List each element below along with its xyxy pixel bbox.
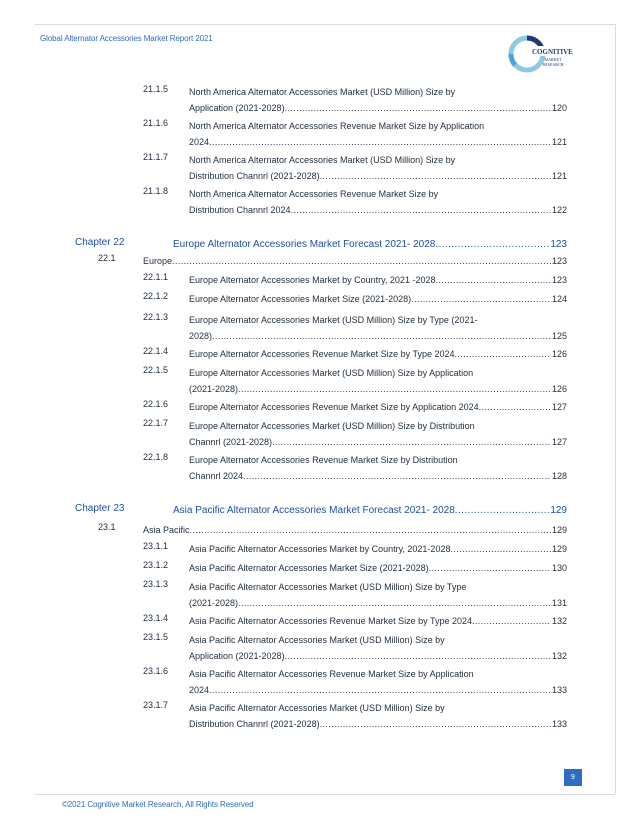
toc-entry-number: 22.1 xyxy=(98,253,116,263)
toc-entry[interactable] xyxy=(143,365,567,397)
toc-entry[interactable] xyxy=(143,452,567,484)
toc-dot-leader xyxy=(272,434,551,450)
toc-page-number: 121 xyxy=(551,171,567,181)
toc-section-entry[interactable] xyxy=(98,522,567,538)
report-title: Global Alternator Accessories Market Report 2021 xyxy=(40,34,213,43)
toc-entry-title: Asia Pacific Alternator Accessories Market Forecast 2021- 2028 xyxy=(173,505,455,516)
toc-entry-title: Europe xyxy=(143,256,173,266)
toc-entry-title: Europe Alternator Accessories Market Size (2021-2028) xyxy=(189,294,412,304)
toc-entry[interactable] xyxy=(143,579,567,611)
toc-entry-number: 22.1.7 xyxy=(143,418,169,428)
toc-entry-number: 23.1.5 xyxy=(143,632,169,642)
toc-dot-leader xyxy=(172,253,551,269)
toc-page-number: 129 xyxy=(550,505,567,516)
toc-entry-title: Application (2021-2028) xyxy=(189,651,285,661)
toc-entry[interactable] xyxy=(143,186,567,218)
toc-entry-title: North America Alternator Accessories Market (USD Million) Size by xyxy=(189,155,456,165)
toc-entry-number: 22.1.6 xyxy=(143,399,169,409)
toc-page-number: 125 xyxy=(551,331,567,341)
toc-entry-number: 22.1.4 xyxy=(143,346,169,356)
toc-entry-number: 22.1.8 xyxy=(143,452,169,462)
toc-entry-title: 2028) xyxy=(189,331,213,341)
toc-dot-leader xyxy=(320,168,551,184)
toc-entry-title: Europe Alternator Accessories Market Forecast 2021- 2028 xyxy=(173,239,436,250)
toc-dot-leader xyxy=(291,202,551,218)
toc-dot-leader xyxy=(209,682,551,698)
toc-entry-title: Channrl 2024 xyxy=(189,471,244,481)
toc-dot-leader xyxy=(320,716,551,732)
toc-entry[interactable] xyxy=(143,560,567,576)
toc-entry[interactable] xyxy=(143,418,567,450)
toc-dot-leader xyxy=(455,503,550,519)
toc-entry-title: Channrl (2021-2028) xyxy=(189,437,273,447)
toc-entry-title: Europe Alternator Accessories Revenue Market Size by Application 2024 xyxy=(189,402,479,412)
toc-entry-title: Asia Pacific Alternator Accessories Market (USD Million) Size by xyxy=(189,703,445,713)
toc-entry-number: 23.1.4 xyxy=(143,613,169,623)
toc-entry-title: (2021-2028) xyxy=(189,598,239,608)
toc-page-number: 132 xyxy=(551,616,567,626)
toc-entry[interactable] xyxy=(143,632,567,664)
toc-entry-title: Europe Alternator Accessories Revenue Market Size by Distribution xyxy=(189,455,458,465)
toc-dot-leader xyxy=(411,291,551,307)
toc-entry-title: Asia Pacific Alternator Accessories Market Size (2021-2028) xyxy=(189,563,429,573)
toc-page-number: 129 xyxy=(551,544,567,554)
toc-entry-number: 21.1.7 xyxy=(143,152,169,162)
copyright-footer: ©2021 Cognitive Market Research, All Rights Reserved xyxy=(62,800,254,809)
toc-dot-leader xyxy=(238,381,551,397)
toc-entry-title: Europe Alternator Accessories Market (USD Million) Size by Distribution xyxy=(189,421,475,431)
toc-page-number: 123 xyxy=(551,275,567,285)
toc-page-number: 123 xyxy=(550,239,567,250)
toc-entry[interactable] xyxy=(143,541,567,557)
toc-entry[interactable] xyxy=(143,700,567,732)
toc-entry-title: Application (2021-2028) xyxy=(189,103,285,113)
toc-page-number: 124 xyxy=(551,294,567,304)
toc-entry-number: 21.1.5 xyxy=(143,84,169,94)
toc-entry-title: 2024 xyxy=(189,685,210,695)
toc-dot-leader xyxy=(212,328,551,344)
toc-entry-title: Europe Alternator Accessories Market by Country, 2021 -2028 xyxy=(189,275,436,285)
toc-page-number: 126 xyxy=(551,384,567,394)
toc-page-number: 131 xyxy=(551,598,567,608)
page-frame-top xyxy=(35,24,615,25)
toc-entry-number: 23.1.7 xyxy=(143,700,169,710)
toc-entry-title: Europe Alternator Accessories Revenue Market Size by Type 2024 xyxy=(189,349,455,359)
toc-dot-leader xyxy=(435,272,551,288)
toc-entry-title: North America Alternator Accessories Revenue Market Size by xyxy=(189,189,439,199)
toc-page-number: 132 xyxy=(551,651,567,661)
toc-entry[interactable] xyxy=(143,613,567,629)
toc-dot-leader xyxy=(238,595,551,611)
page-frame-bottom xyxy=(35,794,615,795)
logo-subtitle: MARKET RESEARCH xyxy=(542,57,564,67)
toc-entry-number: 23.1.2 xyxy=(143,560,169,570)
toc-entry-number: Chapter 22 xyxy=(75,237,125,248)
toc-dot-leader xyxy=(454,346,550,362)
toc-entry-number: 22.1.2 xyxy=(143,291,169,301)
toc-entry-title: Europe Alternator Accessories Market (USD Million) Size by Type (2021- xyxy=(189,315,478,325)
toc-dot-leader xyxy=(285,648,551,664)
toc-page-number: 133 xyxy=(551,685,567,695)
toc-entry-number: 23.1.1 xyxy=(143,541,169,551)
toc-page-number: 130 xyxy=(551,563,567,573)
toc-dot-leader xyxy=(450,541,551,557)
toc-page-number: 122 xyxy=(551,205,567,215)
toc-entry-title: North America Alternator Accessories Market (USD Million) Size by xyxy=(189,87,456,97)
toc-entry-number: 21.1.8 xyxy=(143,186,169,196)
toc-entry-title: Asia Pacific xyxy=(143,525,190,535)
toc-dot-leader xyxy=(243,468,551,484)
toc-entry[interactable] xyxy=(143,399,567,415)
toc-page-number: 123 xyxy=(551,256,567,266)
toc-entry-title: Asia Pacific Alternator Accessories Revenue Market Size by Application xyxy=(189,669,474,679)
toc-entry-number: 23.1 xyxy=(98,522,116,532)
toc-entry-number: 22.1.3 xyxy=(143,312,169,322)
toc-entry[interactable] xyxy=(143,84,567,116)
toc-entry-title: Distribution Channrl (2021-2028) xyxy=(189,719,320,729)
toc-entry-title: Distribution Channrl 2024 xyxy=(189,205,291,215)
toc-page-number: 121 xyxy=(551,137,567,147)
toc-entry[interactable] xyxy=(143,666,567,698)
page-frame-right xyxy=(615,24,616,794)
toc-entry-title: Asia Pacific Alternator Accessories Market by Country, 2021-2028 xyxy=(189,544,451,554)
toc-entry-title: Distribution Channrl (2021-2028) xyxy=(189,171,320,181)
toc-entry-number: 21.1.6 xyxy=(143,118,169,128)
toc-entry[interactable] xyxy=(143,346,567,362)
toc-dot-leader xyxy=(472,613,551,629)
toc-entry-title: (2021-2028) xyxy=(189,384,239,394)
toc-page-number: 128 xyxy=(551,471,567,481)
toc-page-number: 127 xyxy=(551,437,567,447)
logo-wordmark: COGNITIVE xyxy=(532,48,573,56)
toc-dot-leader xyxy=(190,522,551,538)
toc-dot-leader xyxy=(435,237,549,253)
toc-chapter-entry[interactable] xyxy=(75,503,567,519)
toc-page-number: 127 xyxy=(551,402,567,412)
toc-entry-title: Asia Pacific Alternator Accessories Revenue Market Size by Type 2024 xyxy=(189,616,472,626)
page-number-badge: 9 xyxy=(564,769,582,786)
toc-entry-number: 23.1.3 xyxy=(143,579,169,589)
toc-entry-title: Europe Alternator Accessories Market (USD Million) Size by Application xyxy=(189,368,474,378)
toc-entry[interactable] xyxy=(143,312,567,344)
toc-entry-number: 22.1.1 xyxy=(143,272,169,282)
toc-entry[interactable] xyxy=(143,272,567,288)
toc-entry-number: 23.1.6 xyxy=(143,666,169,676)
toc-dot-leader xyxy=(285,100,551,116)
toc-entry-title: Asia Pacific Alternator Accessories Market (USD Million) Size by Type xyxy=(189,582,467,592)
toc-entry-title: Asia Pacific Alternator Accessories Market (USD Million) Size by xyxy=(189,635,445,645)
toc-entry[interactable] xyxy=(143,291,567,307)
toc-dot-leader xyxy=(479,399,551,415)
toc-page-number: 120 xyxy=(551,103,567,113)
toc-page-number: 126 xyxy=(551,349,567,359)
toc-page-number: 133 xyxy=(551,719,567,729)
toc-entry-title: 2024 xyxy=(189,137,210,147)
toc-entry[interactable] xyxy=(143,152,567,184)
toc-page-number: 129 xyxy=(551,525,567,535)
toc-chapter-entry[interactable] xyxy=(75,237,567,253)
toc-dot-leader xyxy=(429,560,551,576)
toc-entry-title: North America Alternator Accessories Revenue Market Size by Application xyxy=(189,121,485,131)
toc-entry-number: Chapter 23 xyxy=(75,503,125,514)
toc-entry[interactable] xyxy=(143,118,567,150)
toc-entry-number: 22.1.5 xyxy=(143,365,169,375)
toc-section-entry[interactable] xyxy=(98,253,567,269)
toc-dot-leader xyxy=(209,134,551,150)
